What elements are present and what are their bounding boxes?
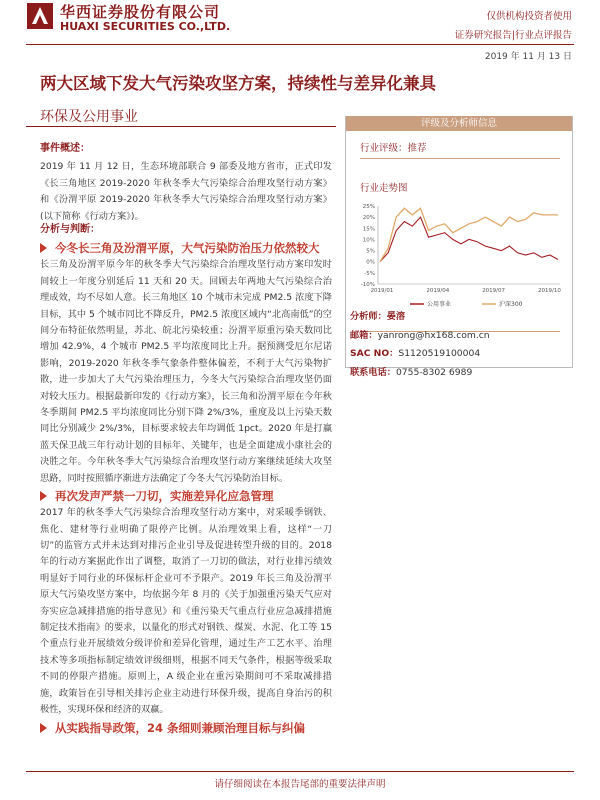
bullet-heading-2 <box>40 488 332 504</box>
analysis-paragraph-1: 长三角及汾渭平原今年的秋冬季大气污染综合治理攻坚行动方案印发时间较上一年度分别延后 11 天和 20 天。回顾去年两地大气污染综合治理成效，均不尽如人意。长三角地区 10 个城市未完成 PM2.5 浓度下降目标，其中 5 个城市同比不降反升，PM2.5 浓度区域内“北高南低”的空间分布特征依然明显，苏北、皖北污染较重；汾渭平原重污染天数同比增加 42.9%，4 个城市 PM2.5 平均浓度同比上升。据预测受厄尔尼诺影响，2019-2020 年秋冬季气象条件整体偏差，不利于大气污染物扩散，进一步加大了大气污染治理压力，今冬大气污染综合治理攻坚仍面对较大压力。根据最新印发的《行动方案》，长三角和汾渭平原在今年秋冬季期间 PM2.5 平均浓度同比分别下降 2%/3%，重度及以上污染天数同比分别减少 2%/3%，目标要求较去年均调低 1pct。2020 年是打赢蓝天保卫战三年行动计划的目标年、关键年，也是全面建成小康社会的决胜之年。今年秋冬季大气污染综合治理攻坚行动方案继续延续大攻坚思路，同时按照循序渐进方法确定了今冬大气污染防治目标。 <box>40 259 332 484</box>
phone-row <box>350 364 490 383</box>
industry-name: 环保及公用事业 <box>40 109 138 125</box>
report-title: 两大区域下发大气污染攻坚方案，持续性与差异化兼具 <box>40 74 436 93</box>
x-tick-label: 2019/10 <box>538 288 561 294</box>
rating-box-header: 评级及分析师信息 <box>346 116 572 131</box>
rating-divider <box>360 158 560 159</box>
analyst-row <box>350 308 490 327</box>
analyst-label: 分析师： <box>350 311 387 322</box>
sac-label: SAC NO： <box>350 348 399 359</box>
email-row <box>350 327 490 346</box>
analyst-info <box>350 308 490 382</box>
x-tick-label: 2019/07 <box>482 288 506 294</box>
huaxi-logo-icon <box>26 2 54 30</box>
phone-label: 联系电话： <box>350 366 396 378</box>
summary-heading: 事件概述： <box>40 143 90 154</box>
y-tick-label: -5% <box>364 270 375 277</box>
company-name-cn: 华西证券股份有限公司 <box>60 3 221 21</box>
bullet-heading-1 <box>40 240 332 256</box>
report-type: 证券研究报告|行业点评报告 <box>454 30 572 41</box>
bullet-heading-3-text: 从实践指导政策，24 条细则兼顾治理目标与纠偏 <box>55 721 306 736</box>
industry-divider <box>26 126 336 127</box>
bullet-heading-1-text: 今冬长三角及汾渭平原，大气污染防治压力依然较大 <box>55 241 320 256</box>
email-label: 邮箱： <box>350 329 378 341</box>
bullet-heading-2-text: 再次发声严禁一刀切，实施差异化应急管理 <box>55 489 274 504</box>
triangle-bullet-icon <box>40 723 47 733</box>
y-tick-label: 15% <box>362 226 375 233</box>
summary-section <box>40 141 332 225</box>
y-tick-label: -10% <box>360 282 375 288</box>
triangle-bullet-icon <box>40 491 47 501</box>
industry-rating: 行业评级：推荐 <box>360 143 427 154</box>
trend-chart <box>350 200 570 312</box>
analysis-section <box>40 222 332 736</box>
x-tick-label: 2019/04 <box>426 288 450 294</box>
y-tick-label: 5% <box>366 248 375 255</box>
footer-divider <box>26 771 574 772</box>
triangle-bullet-icon <box>40 243 47 253</box>
sac-row <box>350 345 490 364</box>
analyst-email[interactable]: yanrong@hx168.com.cn <box>377 329 490 341</box>
x-tick-label: 2019/01 <box>370 288 394 294</box>
legend-label: 公用事业 <box>427 301 452 308</box>
header-divider <box>26 44 574 45</box>
analysis-paragraph-2: 2017 年的秋冬季大气污染综合治理攻坚行动方案中，对采暖季钢铁、焦化、建材等行业明确了限停产比例。从治理效果上看，这样“一刀切”的监管方式并未达到对排污企业引导及促进转型升级的目的。2018 年的行动方案据此作出了调整，取消了一刀切的做法，对行业排污绩效明显好于同行业的环保标杆企业可不予限产。2019 年长三角及汾渭平原大气污染攻坚方案中，均依据今年 8 月的《关于加强重污染天气应对夯实应急减排措施的指导意见》和《重污染天气重点行业应急减排措施制定技术指南》的要求，以量化的形式对钢铁、煤炭、水泥、化工等 15 个重点行业开展绩效分级评价和差异化管理，通过生产工艺水平、治理技术等多项指标制定绩效评级细则，根据不同天气条件，根据等级采取不同的停限产措施。原则上，A 级企业在重污染期间可不采取减排措施，政策旨在引导相关排污企业主动进行环保升级，提高自身治污的积极性，实现环保和经济的双赢。 <box>40 507 332 715</box>
audience-note: 仅供机构投资者使用 <box>486 11 572 22</box>
legend-label: 沪深300 <box>499 301 523 308</box>
analyst-sac: S1120519100004 <box>398 348 481 359</box>
trend-title: 行业走势图 <box>360 183 408 194</box>
analysis-heading: 分析与判断： <box>40 224 100 235</box>
y-tick-label: 0% <box>366 259 375 266</box>
y-tick-label: 10% <box>362 237 375 244</box>
company-name-en: HUAXI SECURITIES CO.,LTD. <box>60 20 231 33</box>
y-tick-label: 20% <box>362 215 375 222</box>
analyst-name: 晏溶 <box>386 311 406 322</box>
summary-text: 2019 年 11 月 12 日，生态环境部联合 9 部委及地方省市，正式印发《长三角地区 2019-2020 年秋冬季大气污染综合治理攻坚行动方案》和《汾渭平原 2019-2020 年秋冬季大气污染综合治理攻坚行动方案》(以下简称《行动方案》)。 <box>40 161 332 222</box>
y-tick-label: 25% <box>362 204 375 210</box>
report-date: 2019 年 11 月 13 日 <box>484 52 572 62</box>
footer-disclaimer[interactable]: 请仔细阅读在本报告尾部的重要法律声明 <box>214 779 386 790</box>
bullet-heading-3 <box>40 720 332 736</box>
analyst-phone: 0755-8302 6989 <box>395 366 473 378</box>
